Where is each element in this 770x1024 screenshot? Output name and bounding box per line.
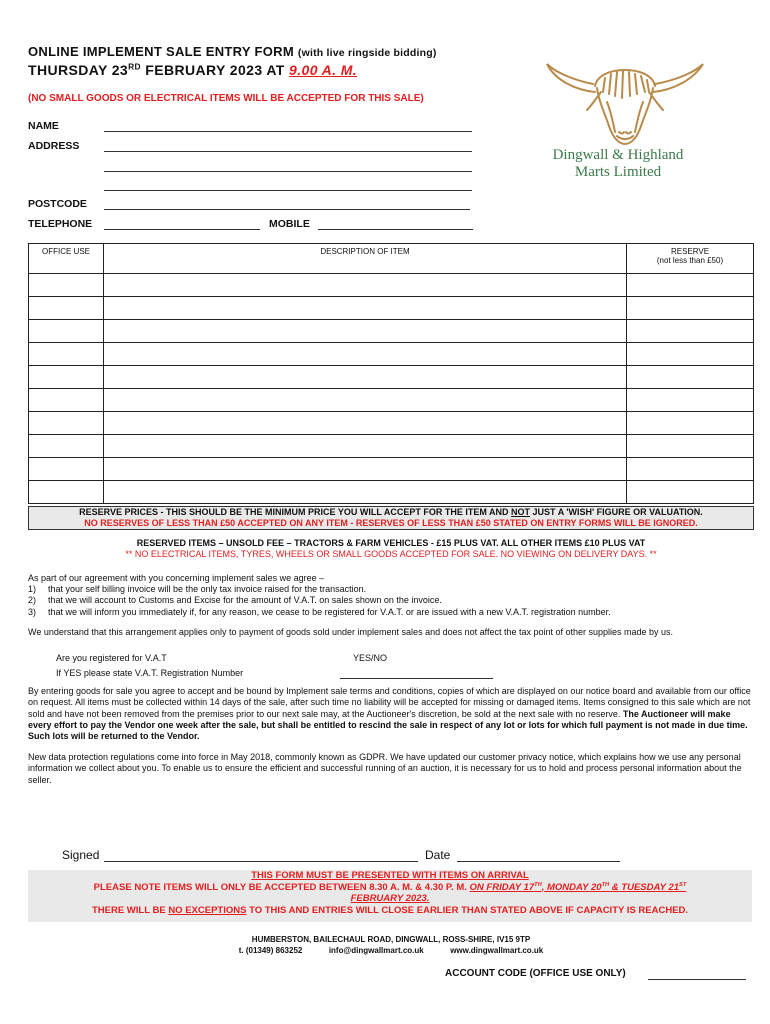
sale-time: 9.00 A. M. bbox=[289, 62, 358, 78]
arrival-day-1: ON FRIDAY 17 bbox=[469, 881, 535, 893]
reserve-header-sub: (not less than £50) bbox=[656, 256, 724, 265]
arrival-notice-line3: FEBRUARY 2023. bbox=[350, 893, 430, 904]
sale-date-suffix: RD bbox=[128, 61, 142, 72]
description-header: DESCRIPTION OF ITEM bbox=[104, 244, 627, 274]
signature-field[interactable] bbox=[104, 861, 418, 862]
office-use-cell[interactable] bbox=[29, 481, 104, 504]
terms-text bbox=[28, 686, 754, 742]
office-use-cell[interactable] bbox=[29, 297, 104, 320]
arrival-notice-line2 bbox=[28, 882, 752, 894]
description-cell[interactable] bbox=[104, 412, 627, 435]
sale-date bbox=[28, 62, 357, 78]
sale-date-month: FEBRUARY 2023 AT bbox=[141, 62, 290, 78]
reserve-header bbox=[627, 244, 754, 274]
description-cell[interactable] bbox=[104, 389, 627, 412]
office-use-cell[interactable] bbox=[29, 435, 104, 458]
vat-yes-no[interactable]: YES/NO bbox=[353, 653, 388, 663]
office-use-cell[interactable] bbox=[29, 458, 104, 481]
reserve-cell[interactable] bbox=[627, 412, 754, 435]
agreement-item-text: that your self billing invoice will be the only tax invoice raised for the transaction. bbox=[48, 584, 367, 594]
postcode-field[interactable] bbox=[104, 209, 470, 210]
vat-question: Are you registered for V.A.T bbox=[56, 653, 167, 663]
entry-table bbox=[28, 243, 754, 504]
exceptions-pre: THERE WILL BE bbox=[91, 904, 169, 916]
terms-bold: The Auctioneer will make every effort to pay the Vendor one week after the sale, but shall be entitled to rescind the sale in respect of any lot or lots for which full payment is not made in due time. Such lots will be returned to the Vendor. bbox=[28, 708, 748, 742]
reserve-cell[interactable] bbox=[627, 297, 754, 320]
sale-date-day: THURSDAY 23 bbox=[28, 62, 129, 78]
company-name-line1: Dingwall & Highland bbox=[552, 147, 684, 163]
table-row bbox=[29, 297, 754, 320]
reserve-line1-end: JUST A 'WISH' FIGURE OR VALUATION. bbox=[530, 507, 703, 517]
form-title-main: ONLINE IMPLEMENT SALE ENTRY FORM bbox=[28, 44, 294, 59]
footer-address: HUMBERSTON, BAILECHAUL ROAD, DINGWALL, ROSS-SHIRE, IV15 9TP bbox=[251, 935, 531, 944]
table-row bbox=[29, 481, 754, 504]
reserve-line1-not: NOT bbox=[511, 507, 531, 517]
date-field[interactable] bbox=[457, 861, 620, 862]
agreement-item-text: that we will inform you immediately if, for any reason, we cease to be registered for V.A.T. or are issued with a new V.A.T. registration number. bbox=[48, 606, 611, 617]
reserve-header-label: RESERVE bbox=[670, 247, 710, 256]
arrival-days bbox=[470, 882, 687, 893]
reserve-cell[interactable] bbox=[627, 343, 754, 366]
table-row bbox=[29, 320, 754, 343]
mobile-label: MOBILE bbox=[269, 218, 310, 230]
office-use-cell[interactable] bbox=[29, 412, 104, 435]
table-header-row bbox=[29, 244, 754, 274]
description-cell[interactable] bbox=[104, 458, 627, 481]
footer-email[interactable]: info@dingwallmart.co.uk bbox=[328, 946, 424, 955]
agreement-item bbox=[28, 607, 754, 618]
arrival-notice-line4 bbox=[28, 905, 752, 917]
table-row bbox=[29, 412, 754, 435]
footer-contact bbox=[28, 946, 754, 955]
reserve-prices-line2: NO RESERVES OF LESS THAN £50 ACCEPTED ON ANY ITEM - RESERVES OF LESS THAN £50 STATED ON ENTRY FORMS WILL BE IGNORED. bbox=[84, 518, 698, 528]
reserve-cell[interactable] bbox=[627, 435, 754, 458]
table-row bbox=[29, 366, 754, 389]
description-cell[interactable] bbox=[104, 343, 627, 366]
signed-label: Signed bbox=[62, 848, 100, 862]
address-field-line-3[interactable] bbox=[104, 190, 472, 191]
agreement-list bbox=[28, 584, 754, 618]
office-use-cell[interactable] bbox=[29, 320, 104, 343]
unsold-fee-text: RESERVED ITEMS – UNSOLD FEE – TRACTORS & FARM VEHICLES - £15 PLUS VAT. ALL OTHER ITEMS £10 PLUS VAT bbox=[136, 538, 646, 548]
terms-normal: By entering goods for sale you agree to accept and be bound by Implement sale terms and conditions, copies of which are displayed on our notice board and available from our office on request. All items must be collected within 14 days of the sale, after such time no liability will be accepted for missing or damaged items. Items consigned to this sale which are not sold and have not been removed from the premises prior to our next sale may, at the Auctioneer's discretion, be sold at the next sale with no reserve. bbox=[28, 686, 751, 719]
agreement-item-number: 1) bbox=[28, 584, 37, 594]
exceptions-post: TO THIS AND ENTRIES WILL CLOSE EARLIER THAN STATED ABOVE IF CAPACITY IS REACHED. bbox=[246, 904, 689, 916]
name-label: NAME bbox=[28, 120, 59, 132]
agreement-item-number: 2) bbox=[28, 595, 37, 606]
vat-registration-field[interactable] bbox=[340, 678, 493, 679]
account-code-label: ACCOUNT CODE (OFFICE USE ONLY) bbox=[445, 968, 626, 979]
reserve-cell[interactable] bbox=[627, 320, 754, 343]
postcode-label: POSTCODE bbox=[28, 198, 87, 210]
no-small-goods-notice: (NO SMALL GOODS OR ELECTRICAL ITEMS WILL BE ACCEPTED FOR THIS SALE) bbox=[28, 93, 424, 104]
company-logo-text bbox=[518, 147, 718, 181]
telephone-field[interactable] bbox=[104, 229, 260, 230]
arrival-day-2: , MONDAY 20 bbox=[541, 881, 602, 893]
agreement-item-text: that we will account to Customs and Excise for the amount of V.A.T. on sales shown on the invoice. bbox=[48, 595, 442, 606]
address-field-line-2[interactable] bbox=[104, 171, 472, 172]
company-name-line2: Marts Limited bbox=[574, 164, 662, 180]
description-cell[interactable] bbox=[104, 481, 627, 504]
reserve-line1-text: RESERVE PRICES - THIS SHOULD BE THE MINIMUM PRICE YOU WILL ACCEPT FOR THE ITEM AND bbox=[79, 507, 512, 517]
office-use-cell[interactable] bbox=[29, 274, 104, 297]
agreement-item bbox=[28, 584, 754, 595]
office-use-cell[interactable] bbox=[29, 389, 104, 412]
footer-phone: t. (01349) 863252 bbox=[238, 946, 303, 955]
no-exceptions: NO EXCEPTIONS bbox=[168, 904, 247, 916]
reserve-cell[interactable] bbox=[627, 458, 754, 481]
table-row bbox=[29, 389, 754, 412]
arrival-day-2-suffix: TH bbox=[601, 881, 610, 888]
arrival-day-1-suffix: TH bbox=[534, 881, 542, 888]
agreement-intro: As part of our agreement with you concerning implement sales we agree – bbox=[28, 573, 325, 583]
tax-point-text: We understand that this arrangement applies only to payment of goods sold under implement sales and does not affect the tax point of other supplies made by us. bbox=[28, 627, 674, 637]
reserve-cell[interactable] bbox=[627, 389, 754, 412]
office-use-header: OFFICE USE bbox=[29, 244, 104, 274]
account-code-field[interactable] bbox=[648, 979, 746, 980]
form-title-sub: (with live ringside bidding) bbox=[297, 47, 437, 59]
address-label: ADDRESS bbox=[28, 140, 80, 152]
table-row bbox=[29, 435, 754, 458]
description-cell[interactable] bbox=[104, 274, 627, 297]
table-row bbox=[29, 343, 754, 366]
mobile-field[interactable] bbox=[318, 229, 473, 230]
agreement-item bbox=[28, 595, 754, 606]
office-use-cell[interactable] bbox=[29, 366, 104, 389]
arrival-notice-box bbox=[28, 870, 752, 922]
arrival-day-3: & TUESDAY 21 bbox=[609, 881, 680, 893]
highland-cow-icon bbox=[525, 52, 725, 152]
reserve-prices-line1 bbox=[29, 507, 753, 518]
arrival-hours: PLEASE NOTE ITEMS WILL ONLY BE ACCEPTED BETWEEN 8.30 A. M. & 4.30 P. M. bbox=[93, 881, 470, 893]
form-title bbox=[28, 44, 437, 59]
reserve-cell[interactable] bbox=[627, 481, 754, 504]
description-cell[interactable] bbox=[104, 435, 627, 458]
arrival-day-3-suffix: ST bbox=[679, 881, 687, 888]
name-field[interactable] bbox=[104, 131, 472, 132]
agreement-item-number: 3) bbox=[28, 606, 37, 617]
description-cell[interactable] bbox=[104, 297, 627, 320]
table-row bbox=[29, 274, 754, 297]
table-row bbox=[29, 458, 754, 481]
address-field-line-1[interactable] bbox=[104, 151, 472, 152]
no-electrical-notice: ** NO ELECTRICAL ITEMS, TYRES, WHEELS OR SMALL GOODS ACCEPTED FOR SALE. NO VIEWING ON DELIVERY DAYS. ** bbox=[125, 549, 657, 559]
arrival-notice-line1: THIS FORM MUST BE PRESENTED WITH ITEMS ON ARRIVAL bbox=[251, 870, 529, 881]
reserve-cell[interactable] bbox=[627, 274, 754, 297]
telephone-label: TELEPHONE bbox=[28, 218, 93, 230]
vat-registration-label: If YES please state V.A.T. Registration Number bbox=[56, 668, 244, 678]
reserve-cell[interactable] bbox=[627, 366, 754, 389]
gdpr-text: New data protection regulations come into force in May 2018, commonly known as GDPR. We have updated our customer privacy notice, which explains how we use any personal information we collect about you. To enable us to ensure the efficient and successful running of an auction, it is necessary for us to hold and process personal information about the seller. bbox=[28, 752, 742, 785]
description-cell[interactable] bbox=[104, 320, 627, 343]
office-use-cell[interactable] bbox=[29, 343, 104, 366]
reserve-prices-box bbox=[28, 506, 754, 530]
footer-website[interactable]: www.dingwallmart.co.uk bbox=[450, 946, 544, 955]
description-cell[interactable] bbox=[104, 366, 627, 389]
date-label: Date bbox=[425, 848, 451, 862]
